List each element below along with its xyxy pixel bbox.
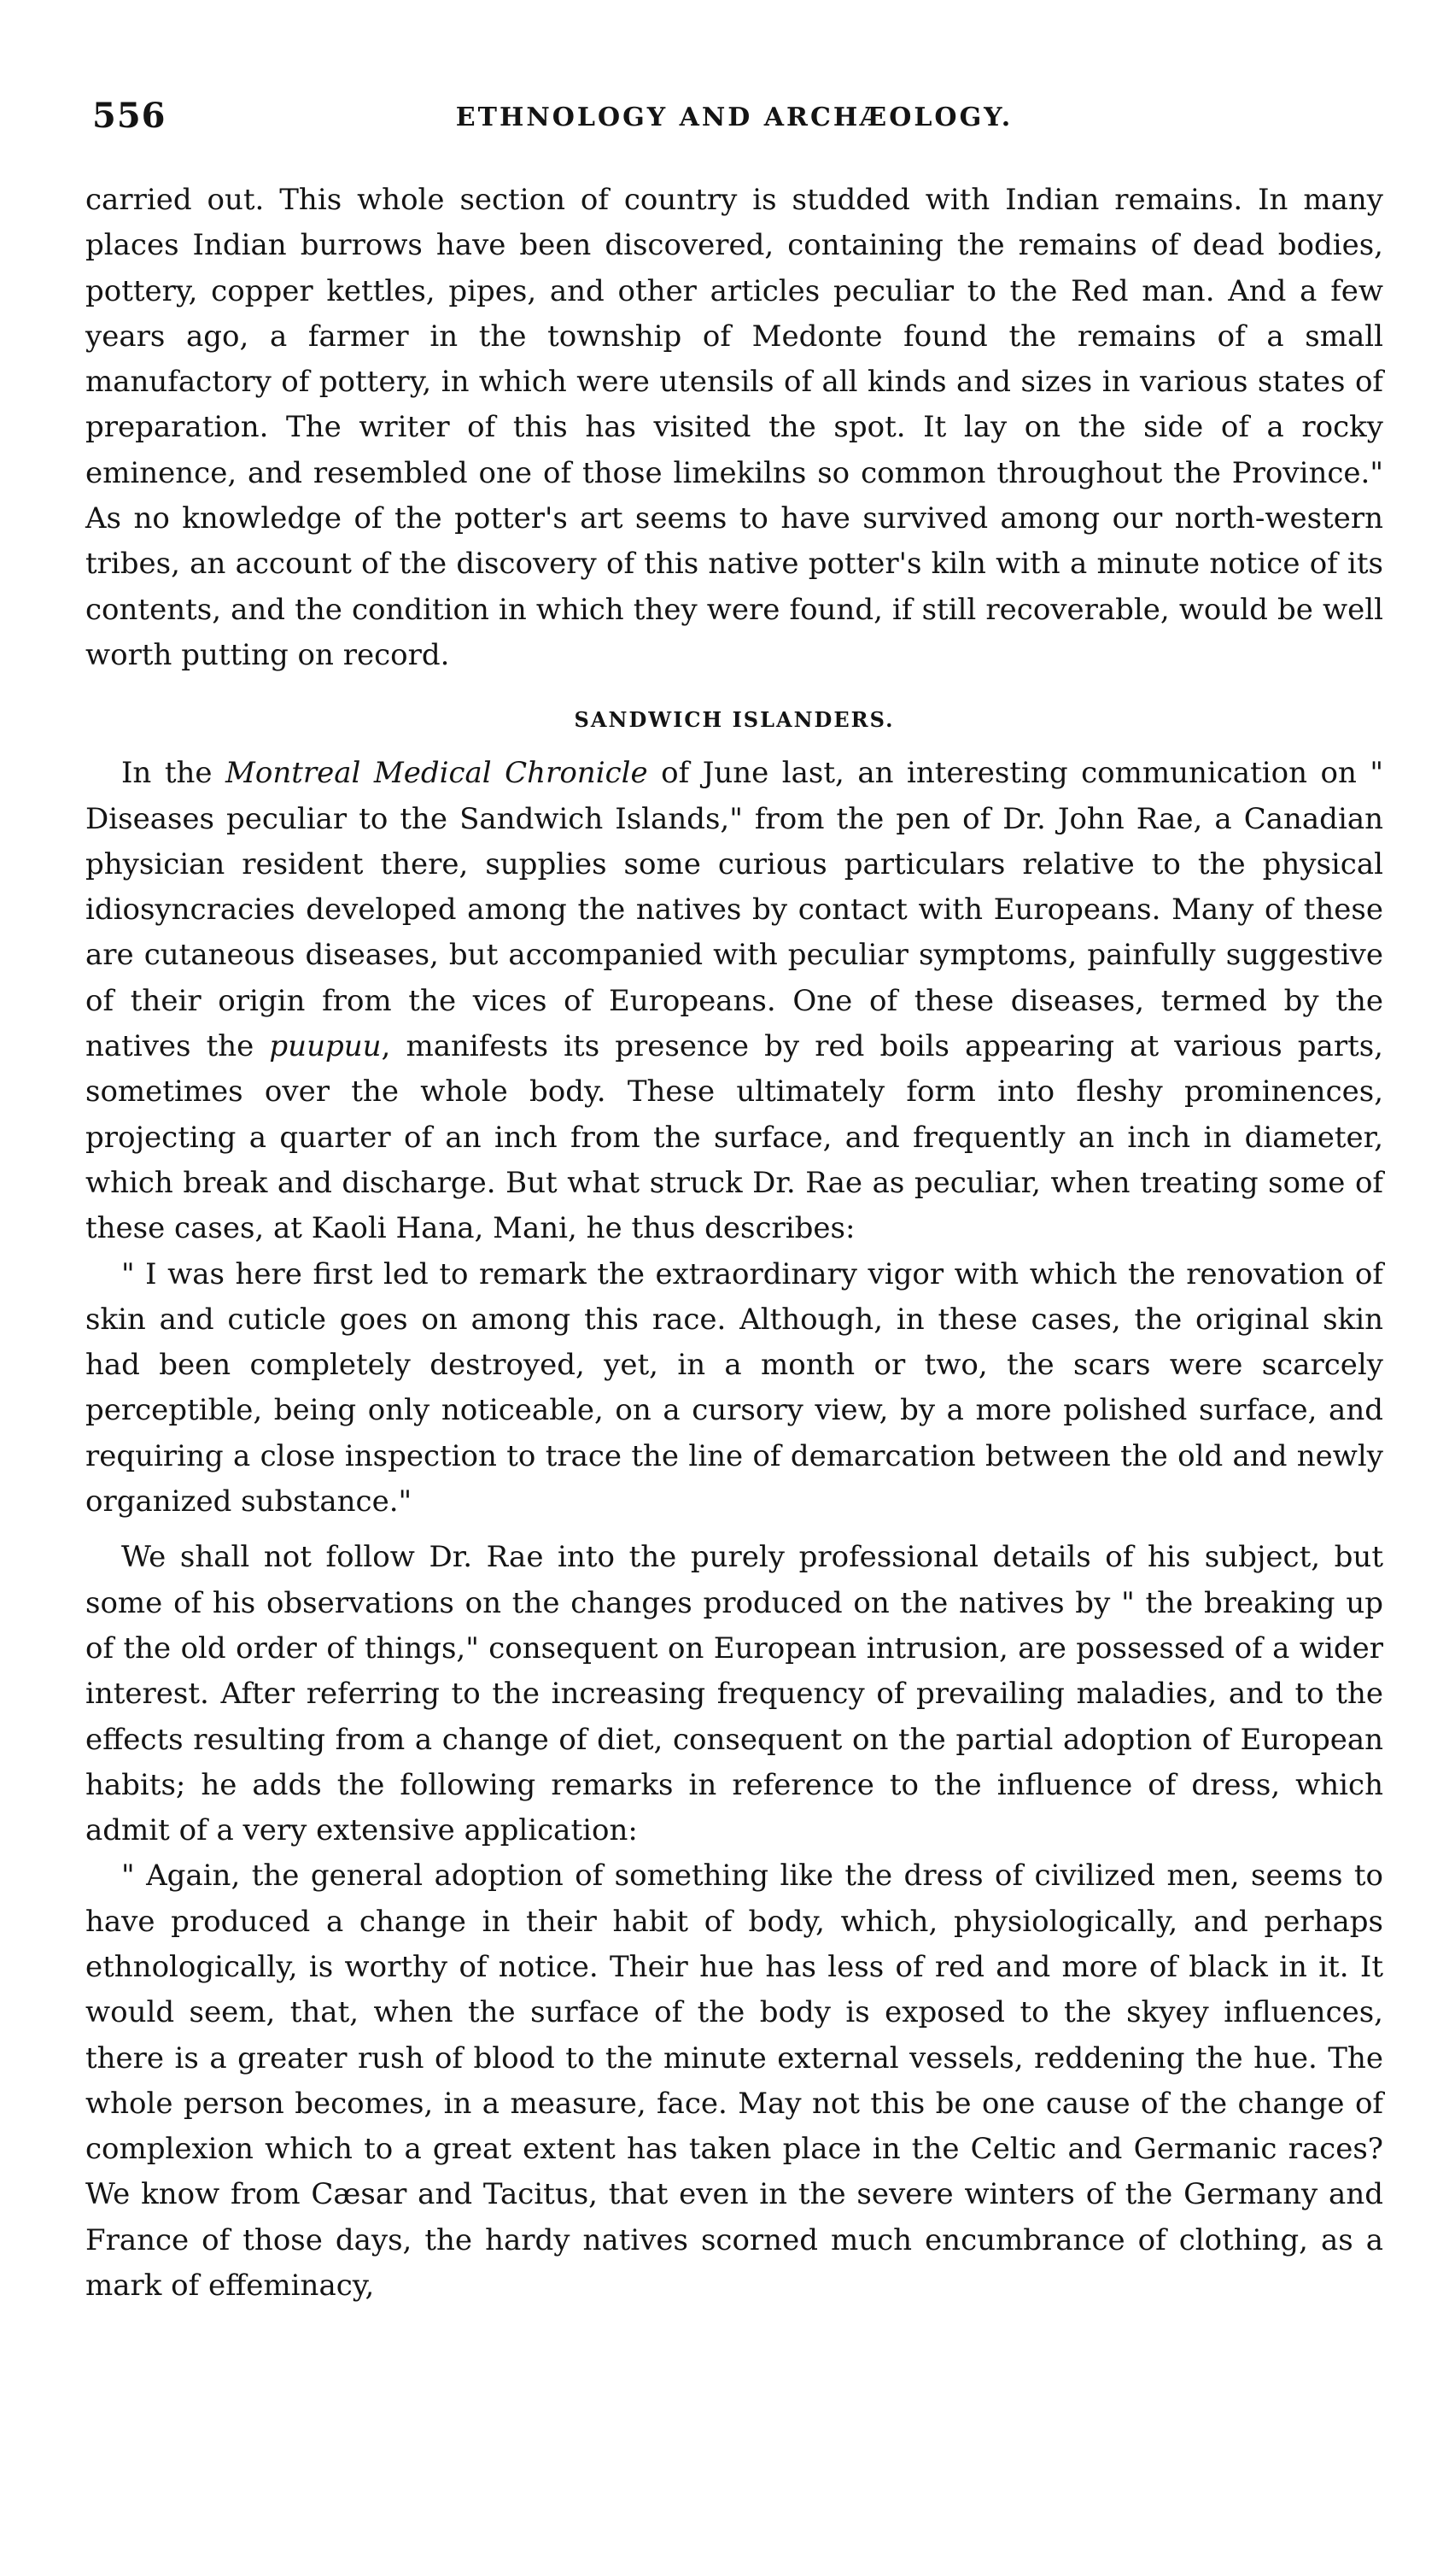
paragraph-medical-chronicle: In the Montreal Medical Chronicle of June last, an interesting communication on " Diseases peculiar to the Sandwich Islands," from the pen of Dr. John Rae, a Canadian physician resident there, supplies some curious particulars relative to the physical idiosyncracies developed among the natives by contact with Europeans. Many of these are cutaneous diseases, but accompanied with peculiar symptoms, painfully suggestive of their origin from the vices of Europeans. One of these diseases, termed by the natives the puupuu, manifests its presence by red boils appearing at various parts, sometimes over the whole body. These ultimately form into fleshy prominences, projecting a quarter of an inch from the surface, and frequently an inch in diameter, which break and discharge. But what struck Dr. Rae as peculiar, when treating some of these cases, at Kaoli Hana, Mani, he thus describes: — [85, 756, 1383, 1246]
quote-dress-influence: " Again, the general adoption of something like the dress of civilized men, seems to have produced a change in their habit of body, which, physiologically, and perhaps ethnologically, is worthy of notice. Their hue has less of red and more of black in it. It would seem, that, when the surface of the body is exposed to the skyey influences, there is a greater rush of blood to the minute external vessels, reddening the hue. The whole person becomes, in a measure, face. May not this be one cause of the change of complexion which to a great extent has taken place in the Celtic and Germanic races? We know from Cæsar and Tacitus, that even in the severe winters of the Germany and France of those days, the hardy natives scorned much encumbrance of clothing, as a mark of effeminacy, — [85, 1859, 1383, 2304]
paragraph-european-intrusion: We shall not follow Dr. Rae into the purely professional details of his subject, but some of his observations on the changes produced on the natives by " the breaking up of the old order of things," consequent on European intrusion, are possessed of a wider interest. After referring to the increasing frequency of prevailing maladies, and to the effects resulting from a change of diet, consequent on the partial adoption of European habits; he adds the following remarks in reference to the influence of dress, which admit of a very extensive application: — [85, 1540, 1383, 1848]
running-title: ETHNOLOGY AND ARCHÆOLOGY. — [455, 102, 1014, 132]
document-page — [85, 96, 1383, 2309]
disease-name: puupuu — [269, 1029, 382, 1064]
quote-skin-renovation: " I was here first led to remark the extraordinary vigor with which the renovation of skin and cuticle goes on among this race. Although, in these cases, the original skin had been completely destroyed, yet, in a month or two, the scars were scarcely perceptible, being only noticeable, on a cursory view, by a more polished surface, and requiring a close inspection to trace the line of demarcation between the old and newly organized substance." — [85, 1256, 1383, 1519]
journal-title: Montreal Medical Chronicle — [225, 756, 648, 791]
page-number: 556 — [92, 96, 167, 136]
section-heading: SANDWICH ISLANDERS. — [574, 707, 895, 733]
paragraph-indian-remains: carried out. This whole section of country is studded with Indian remains. In many places Indian burrows have been discovered, containing the remains of dead bodies, pottery, copper kettles, pipes, and other articles peculiar to the Red man. And a few years ago, a farmer in the township of Medonte found the remains of a small manufactory of pottery, in which were utensils of all kinds and sizes in various states of preparation. The writer of this has visited the spot. It lay on the side of a rocky eminence, and resembled one of those limekilns so common throughout the Province." As no knowledge of the potter's art seems to have survived among our north-western tribes, an account of the discovery of this native potter's kiln with a minute notice of its contents, and the condition in which they were found, if still recoverable, would be well worth putting on record. — [85, 183, 1383, 672]
page-header — [85, 96, 1383, 147]
